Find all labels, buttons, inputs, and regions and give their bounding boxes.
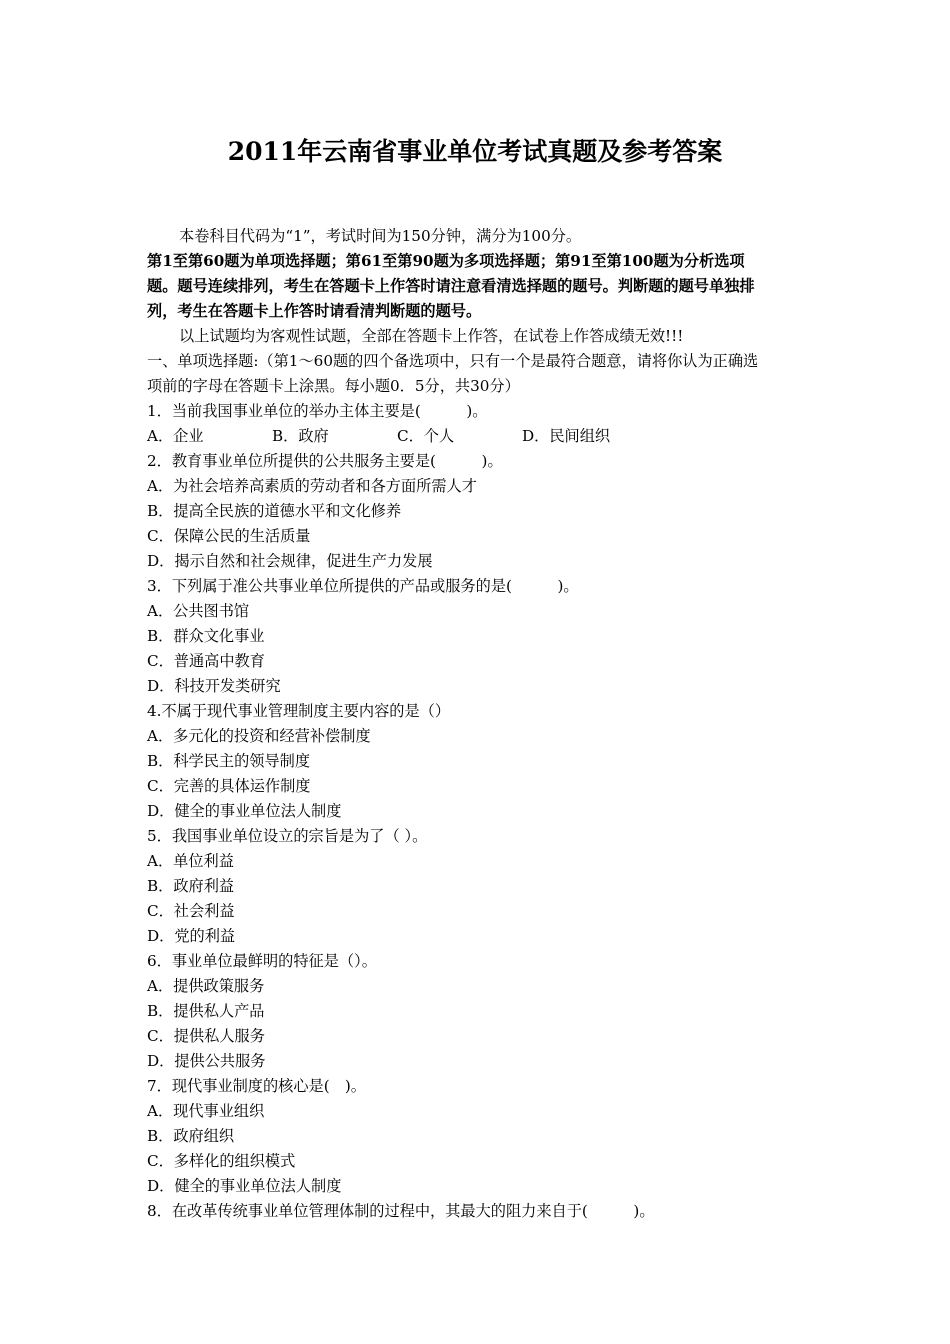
document-title: 2011年云南省事业单位考试真题及参考答案 xyxy=(227,137,723,166)
option: A．提供政策服务 xyxy=(147,977,265,995)
option: D．健全的事业单位法人制度 xyxy=(147,802,342,820)
section-heading: 一、单项选择题:（第1～60题的四个备选项中，只有一个是最符合题意，请将你认为正确选 xyxy=(147,352,759,370)
option: A．为社会培养高素质的劳动者和各方面所需人才 xyxy=(147,477,477,495)
question-text: 5．我国事业单位设立的宗旨是为了（ ）。 xyxy=(147,827,428,845)
option: C．普通高中教育 xyxy=(147,652,265,670)
question-text: 2．教育事业单位所提供的公共服务主要是( )。 xyxy=(147,452,503,470)
option: A．企业 xyxy=(147,427,204,445)
option: C．多样化的组织模式 xyxy=(147,1152,296,1170)
section-heading: 项前的字母在答题卡上涂黑。每小题0．5分，共30分） xyxy=(147,377,520,395)
question-options-inline xyxy=(147,424,815,449)
intro-bold-line: 列，考生在答题卡上作答时请看清判断题的题号。 xyxy=(147,302,482,320)
option: C．提供私人服务 xyxy=(147,1027,265,1045)
option: D．党的利益 xyxy=(147,927,236,945)
question-text: 4.不属于现代事业管理制度主要内容的是（） xyxy=(147,702,451,720)
intro-code-line: 本卷科目代码为“1”，考试时间为150分钟，满分为100分。 xyxy=(179,227,582,245)
option: C．保障公民的生活质量 xyxy=(147,527,311,545)
option: A．公共图书馆 xyxy=(147,602,250,620)
option: B．政府 xyxy=(272,427,329,445)
option: D．提供公共服务 xyxy=(147,1052,266,1070)
intro-notice: 以上试题均为客观性试题，全部在答题卡上作答，在试卷上作答成绩无效!!! xyxy=(179,327,684,345)
option: C．社会利益 xyxy=(147,902,235,920)
option: C．完善的具体运作制度 xyxy=(147,777,311,795)
question-text: 6．事业单位最鲜明的特征是（）。 xyxy=(147,952,377,970)
option: D．科技开发类研究 xyxy=(147,677,281,695)
question-text: 7．现代事业制度的核心是( )。 xyxy=(147,1077,366,1095)
option: A．单位利益 xyxy=(147,852,234,870)
option: A．多元化的投资和经营补偿制度 xyxy=(147,727,371,745)
option: D．健全的事业单位法人制度 xyxy=(147,1177,342,1195)
option: A．现代事业组织 xyxy=(147,1102,265,1120)
option: B．政府利益 xyxy=(147,877,235,895)
question-text: 3．下列属于准公共事业单位所提供的产品或服务的是( )。 xyxy=(147,577,579,595)
question-text: 8．在改革传统事业单位管理体制的过程中，其最大的阻力来自于( )。 xyxy=(147,1202,655,1220)
option: D．揭示自然和社会规律，促进生产力发展 xyxy=(147,552,433,570)
option: D．民间组织 xyxy=(522,427,611,445)
intro-bold-line: 题。题号连续排列，考生在答题卡上作答时请注意看清选择题的题号。判断题的题号单独排 xyxy=(147,277,755,295)
option: B．提高全民族的道德水平和文化修养 xyxy=(147,502,402,520)
option: B．提供私人产品 xyxy=(147,1002,265,1020)
option: B．群众文化事业 xyxy=(147,627,265,645)
option: B．政府组织 xyxy=(147,1127,235,1145)
question-text: 1．当前我国事业单位的举办主体主要是( )。 xyxy=(147,402,488,420)
option: B．科学民主的领导制度 xyxy=(147,752,311,770)
intro-bold-line: 第1至第60题为单项选择题；第61至第90题为多项选择题；第91至第100题为分析选项 xyxy=(147,252,745,270)
document-body xyxy=(147,224,815,1224)
option: C．个人 xyxy=(397,427,455,445)
